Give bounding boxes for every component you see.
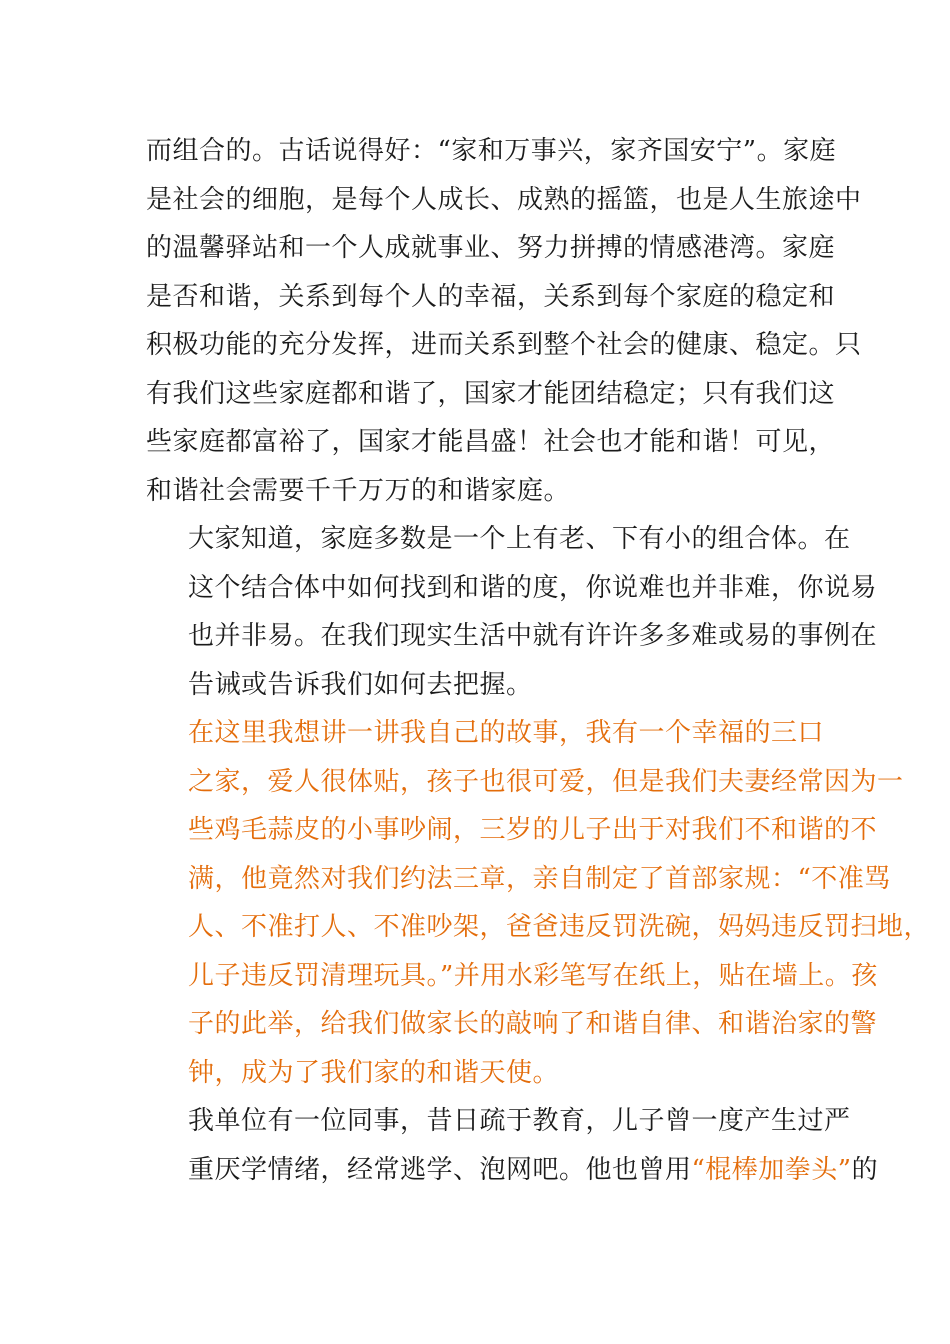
paragraph-3-highlighted <box>146 709 931 1097</box>
text-line: 是社会的细胞，是每个人成长、成熟的摇篮，也是人生旅途中 <box>146 184 862 215</box>
text-line: 告诫或告诉我们如何去把握。 <box>188 669 533 700</box>
text-line: 之家，爱人很体贴，孩子也很可爱，但是我们夫妻经常因为一 <box>188 766 904 797</box>
text-line: 人、不准打人、不准吵架，爸爸违反罚洗碗，妈妈违反罚扫地， <box>188 912 931 942</box>
text-line: 在这里我想讲一讲我自己的故事，我有一个幸福的三口 <box>188 718 825 748</box>
text-line: 有我们这些家庭都和谐了，国家才能团结稳定；只有我们这 <box>146 378 836 409</box>
text-line: 的温馨驿站和一个人成就事业、努力拼搏的情感港湾。家庭 <box>146 233 836 263</box>
text-segment: 重厌学情绪，经常逃学、泡网吧。他也曾用 <box>188 1154 692 1185</box>
paragraph-4 <box>146 1097 879 1194</box>
document-body <box>146 127 931 1194</box>
text-line: 我单位有一位同事，昔日疏于教育，儿子曾一度产生过严 <box>188 1106 851 1136</box>
text-line: 这个结合体中如何找到和谐的度，你说难也并非难，你说易 <box>188 572 878 603</box>
text-line: 子的此举，给我们做家长的敲响了和谐自律、和谐治家的警 <box>188 1009 878 1039</box>
paragraph-1 <box>146 127 862 515</box>
text-line: 些家庭都富裕了，国家才能昌盛！社会也才能和谐！可见， <box>146 427 836 457</box>
text-line: 和谐社会需要千千万万的和谐家庭。 <box>146 475 571 506</box>
text-line: 钟，成为了我们家的和谐天使。 <box>188 1057 560 1088</box>
text-line: 儿子违反罚清理玩具。”并用水彩笔写在纸上，贴在墙上。孩 <box>188 960 878 991</box>
text-line: 是否和谐，关系到每个人的幸福，关系到每个家庭的稳定和 <box>146 281 836 312</box>
text-line: 大家知道，家庭多数是一个上有老、下有小的组合体。在 <box>188 524 851 554</box>
text-line: 而组合的。古话说得好：“家和万事兴，家齐国安宁”。家庭 <box>146 136 837 166</box>
text-line: 些鸡毛蒜皮的小事吵闹，三岁的儿子出于对我们不和谐的不 <box>188 815 878 845</box>
text-segment-highlighted: “棍棒加拳头” <box>691 1154 852 1185</box>
text-line: 满，他竟然对我们约法三章，亲自制定了首部家规：“不准骂 <box>188 863 891 894</box>
text-line: 也并非易。在我们现实生活中就有许许多多难或易的事例在 <box>188 621 878 651</box>
text-segment: 的 <box>851 1154 879 1185</box>
text-line: 积极功能的充分发挥，进而关系到整个社会的健康、稳定。只 <box>146 330 862 360</box>
text-line-mixed <box>146 1146 879 1195</box>
paragraph-2 <box>146 515 878 709</box>
